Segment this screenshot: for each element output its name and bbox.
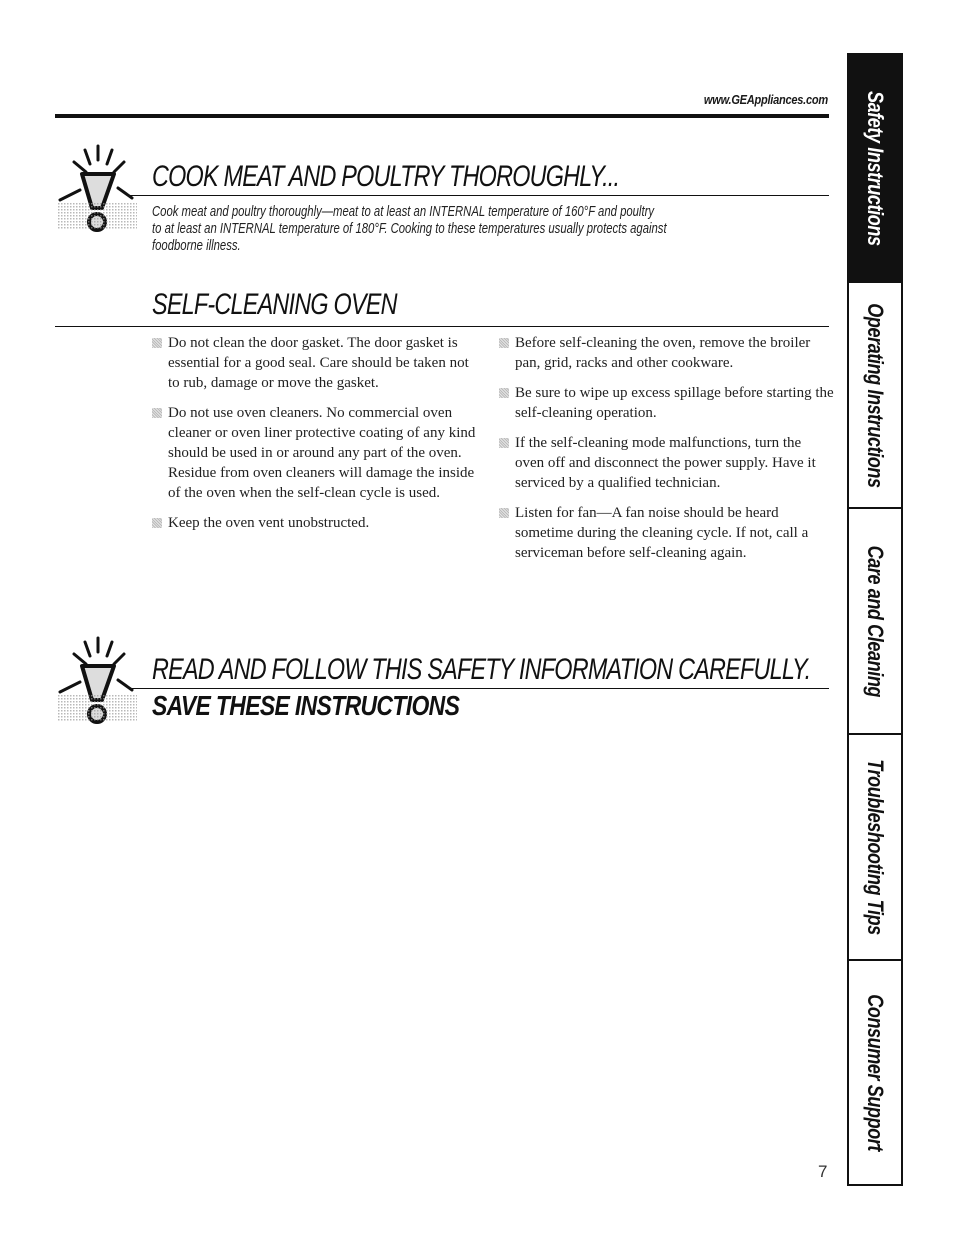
self-cleaning-rule <box>55 326 829 327</box>
list-item: Do not clean the door gasket. The door gasket is essential for a good seal. Care should be taken not to rub, damage or move the gasket. <box>152 333 482 393</box>
save-instructions: SAVE THESE INSTRUCTIONS <box>152 690 460 721</box>
tab-safety-instructions[interactable]: Safety Instructions <box>849 53 901 281</box>
cook-line: Cook meat and poultry thoroughly—meat to at least an INTERNAL temperature of 160°F and poultry <box>152 204 655 220</box>
warning-icon <box>52 632 142 727</box>
bullet-square-icon <box>152 408 162 418</box>
page-number: 7 <box>818 1162 828 1181</box>
self-cleaning-heading: SELF-CLEANING OVEN <box>152 288 397 321</box>
list-item: Be sure to wipe up excess spillage before starting the self-cleaning operation. <box>499 383 834 423</box>
cook-text <box>152 204 745 255</box>
section-tabs <box>847 53 903 1186</box>
list-item: Before self-cleaning the oven, remove the broiler pan, grid, racks and other cookware. <box>499 333 834 373</box>
warning-icon <box>52 140 142 235</box>
bullet-square-icon <box>152 338 162 348</box>
website-url: www.GEAppliances.com <box>703 92 828 107</box>
bullet-square-icon <box>152 518 162 528</box>
tab-consumer-support[interactable]: Consumer Support <box>849 959 901 1184</box>
left-bullet-list <box>152 333 482 543</box>
cook-heading: COOK MEAT AND POULTRY THOROUGHLY... <box>152 160 620 193</box>
bullet-square-icon <box>499 508 509 518</box>
list-item: Keep the oven vent unobstructed. <box>152 513 482 533</box>
cook-line: foodborne illness. <box>152 238 241 254</box>
final-heading: READ AND FOLLOW THIS SAFETY INFORMATION CAREFULLY. <box>152 653 811 686</box>
list-item: If the self-cleaning mode malfunctions, turn the oven off and disconnect the power supply. Have it serviced by a qualified technician. <box>499 433 834 493</box>
list-item: Do not use oven cleaners. No commercial oven cleaner or oven liner protective coating of any kind should be used in or around any part of the oven. Residue from oven cleaners will damage the inside of the oven when the self-clean cycle is used. <box>152 403 482 503</box>
cook-heading-rule <box>128 195 829 196</box>
header-rule <box>55 114 829 118</box>
final-heading-rule <box>128 688 829 689</box>
bullet-square-icon <box>499 388 509 398</box>
tab-troubleshooting-tips[interactable]: Troubleshooting Tips <box>849 733 901 959</box>
bullet-square-icon <box>499 438 509 448</box>
right-bullet-list <box>499 333 834 573</box>
bullet-square-icon <box>499 338 509 348</box>
tab-operating-instructions[interactable]: Operating Instructions <box>849 281 901 507</box>
list-item: Listen for fan—A fan noise should be heard sometime during the cleaning cycle. If not, call a serviceman before self-cleaning again. <box>499 503 834 563</box>
tab-care-and-cleaning[interactable]: Care and Cleaning <box>849 507 901 733</box>
cook-line: to at least an INTERNAL temperature of 180°F. Cooking to these temperatures usually protects against <box>152 221 667 237</box>
